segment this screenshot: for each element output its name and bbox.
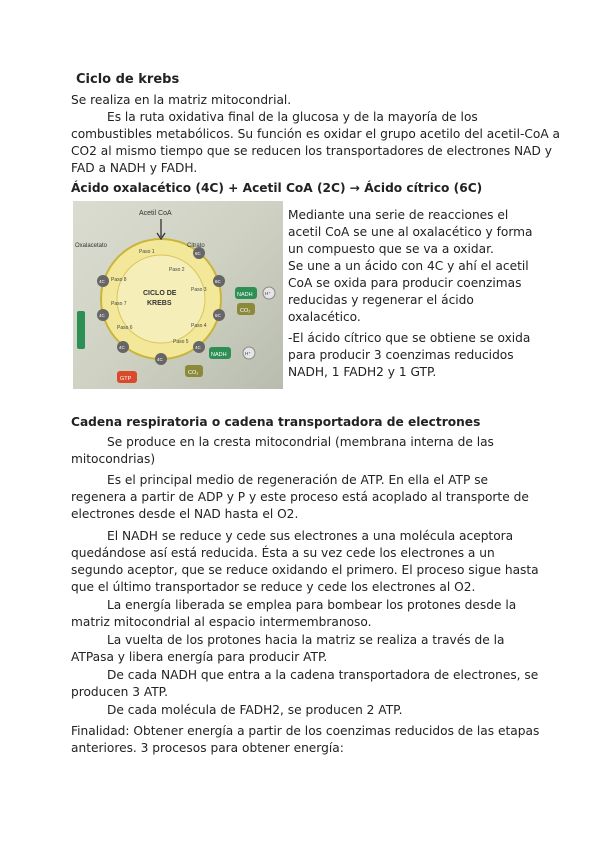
oxalacetate-label: Oxalacetato xyxy=(75,243,108,249)
co2-label: CO₂ xyxy=(188,370,199,376)
nadh-bar xyxy=(77,311,85,349)
section-title-krebs: Ciclo de krebs xyxy=(76,72,180,87)
side-text-line: Mediante una serie de reacciones el xyxy=(288,208,509,222)
krebs-cycle-diagram xyxy=(73,201,283,389)
step-label: Paso 7 xyxy=(111,301,127,307)
chain-para-line: De cada molécula de FADH2, se producen 2 ATP. xyxy=(107,703,403,717)
side-text-line: para producir 3 coenzimas reducidos xyxy=(288,348,514,362)
step-label: Paso 8 xyxy=(111,277,127,283)
chain-para-line: La energía liberada se emplea para bombear los protones desde la xyxy=(107,598,517,612)
h-plus-label: H⁺ xyxy=(245,351,251,356)
chain-para-line: ATPasa y libera energía para producir ATP. xyxy=(71,650,328,664)
carbon-label: 4C xyxy=(157,357,163,362)
chain-para-line: El NADH se reduce y cede sus electrones a una molécula aceptora xyxy=(107,529,514,543)
krebs-para-line: combustibles metabólicos. Su función es oxidar el grupo acetilo del acetil-CoA a xyxy=(71,127,560,141)
gtp-label: GTP xyxy=(120,376,132,382)
nadh-label: NADH xyxy=(237,292,253,298)
final-para-line: Finalidad: Obtener energía a partir de los coenzimas reducidos de las etapas xyxy=(71,724,540,738)
final-para-line: anteriores. 3 procesos para obtener energía: xyxy=(71,741,344,755)
step-label: Paso 2 xyxy=(169,267,185,273)
step-label: Paso 6 xyxy=(117,325,133,331)
side-text-line: Se une a un ácido con 4C y ahí el acetil xyxy=(288,259,529,273)
carbon-label: 4C xyxy=(119,345,125,350)
chain-para-line: electrones desde el NAD hasta el O2. xyxy=(71,507,299,521)
side-text-line: NADH, 1 FADH2 y 1 GTP. xyxy=(288,365,437,379)
co2-label: CO₂ xyxy=(240,308,251,314)
krebs-location: Se realiza en la matriz mitocondrial. xyxy=(71,93,292,107)
krebs-cycle-photo xyxy=(73,201,283,389)
carbon-label: 4C xyxy=(99,279,105,284)
step-label: Paso 1 xyxy=(139,249,155,255)
carbon-label: 6C xyxy=(195,251,201,256)
chain-para-line: que el último transportador se reduce y cede los electrones al O2. xyxy=(71,580,476,594)
side-text-line: acetil CoA se une al oxalacético y forma xyxy=(288,225,533,239)
h-plus-label: H⁺ xyxy=(265,291,271,296)
carbon-label: 4C xyxy=(195,345,201,350)
chain-para-line: mitocondrias) xyxy=(71,452,156,466)
acetyl-label: Acetil CoA xyxy=(139,210,172,217)
chain-para-line: producen 3 ATP. xyxy=(71,685,168,699)
step-label: Paso 4 xyxy=(191,323,207,329)
krebs-para-line: Es la ruta oxidativa final de la glucosa y de la mayoría de los xyxy=(107,110,478,124)
side-text-line: un compuesto que se va a oxidar. xyxy=(288,242,494,256)
chain-para-line: Se produce en la cresta mitocondrial (membrana interna de las xyxy=(107,435,494,449)
citrate-label: Citrato xyxy=(187,243,205,249)
side-text-line: reducidas y regenerar el ácido xyxy=(288,293,474,307)
carbon-label: 4C xyxy=(99,313,105,318)
krebs-para-line: CO2 al mismo tiempo que se reducen los transportadores de electrones NAD y xyxy=(71,144,552,158)
krebs-para-line: FAD a NADH y FADH. xyxy=(71,161,198,175)
chain-para-line: regenera a partir de ADP y P y este proceso está acoplado al transporte de xyxy=(71,490,529,504)
chain-para-line: matriz mitocondrial al espacio intermembranoso. xyxy=(71,615,372,629)
step-label: Paso 5 xyxy=(173,339,189,345)
krebs-equation: Ácido oxalacético (4C) + Acetil CoA (2C) → Ácido cítrico (6C) xyxy=(71,181,483,195)
chain-para-line: quedándose así está reducida. Ésta a su vez cede los electrones a un xyxy=(71,546,495,560)
side-text-line: -El ácido cítrico que se obtiene se oxida xyxy=(288,331,531,345)
section-title-chain: Cadena respiratoria o cadena transportadora de electrones xyxy=(71,415,481,429)
chain-para-line: Es el principal medio de regeneración de ATP. En ella el ATP se xyxy=(107,473,489,487)
carbon-label: 6C xyxy=(215,279,221,284)
step-label: Paso 3 xyxy=(191,287,207,293)
chain-para-line: La vuelta de los protones hacia la matriz se realiza a través de la xyxy=(107,633,505,647)
chain-para-line: De cada NADH que entra a la cadena transportadora de electrones, se xyxy=(107,668,539,682)
side-text-line: CoA se oxida para producir coenzimas xyxy=(288,276,522,290)
carbon-label: 5C xyxy=(215,313,221,318)
cycle-title: KREBS xyxy=(147,300,172,307)
chain-para-line: segundo aceptor, que se reduce oxidando el primero. El proceso sigue hasta xyxy=(71,563,539,577)
side-text-line: oxalacético. xyxy=(288,310,361,324)
nadh-label: NADH xyxy=(211,352,227,358)
cycle-title: CICLO DE xyxy=(143,290,177,297)
